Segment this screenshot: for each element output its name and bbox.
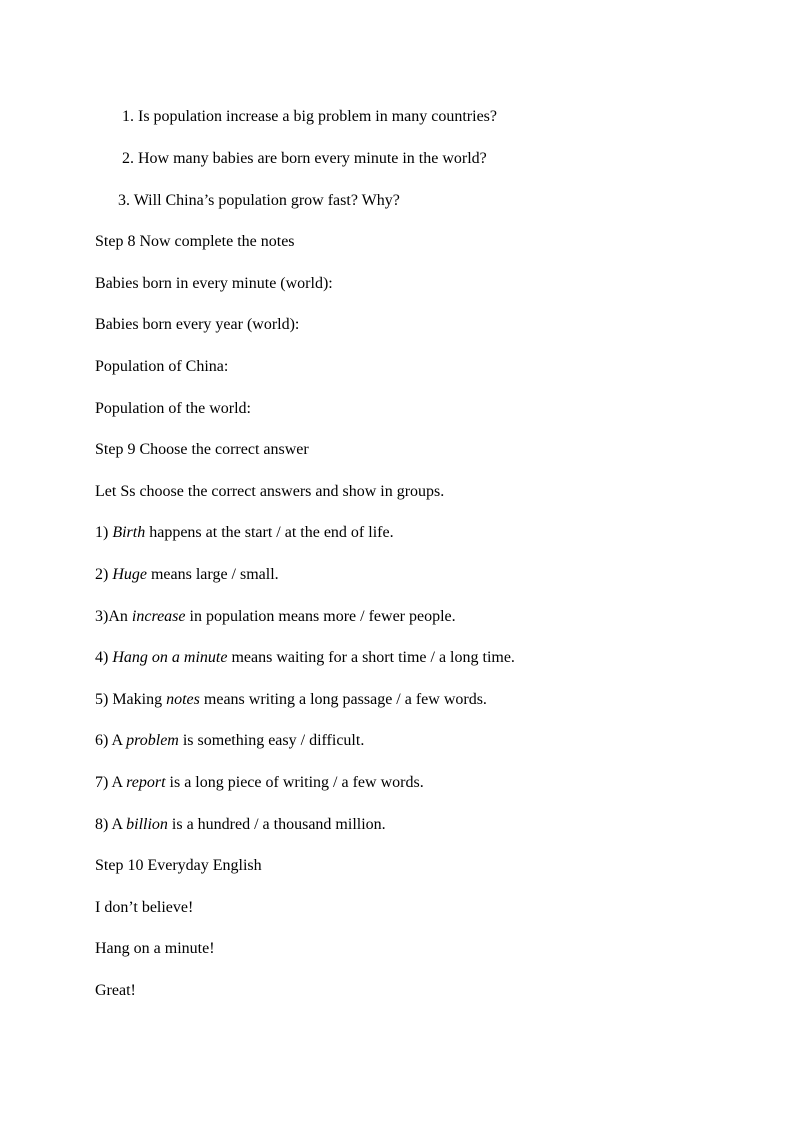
choice-prefix: 2) [95, 566, 113, 583]
step9-instruction: Let Ss choose the correct answers and show in groups. [95, 483, 445, 500]
choice-item [95, 815, 386, 835]
question-2: 2. How many babies are born every minute in the world? [122, 150, 487, 167]
note-line: Babies born every year (world): [95, 316, 300, 333]
note-line: Babies born in every minute (world): [95, 275, 333, 292]
choice-term: increase [131, 608, 186, 625]
choice-text: means writing a long passage / a few words. [199, 691, 487, 708]
choice-term: Huge [112, 566, 147, 583]
choice-text: happens at the start / at the end of life. [145, 524, 394, 541]
choice-item [95, 648, 515, 668]
choice-item [95, 607, 456, 627]
choice-prefix: 6) A [95, 732, 127, 749]
choice-text: is something easy / difficult. [178, 732, 365, 749]
choice-prefix: 8) A [95, 816, 127, 833]
choice-text: is a hundred / a thousand million. [167, 816, 386, 833]
step9-heading: Step 9 Choose the correct answer [95, 441, 309, 458]
choice-prefix: 1) [95, 524, 113, 541]
phrase-line: I don’t believe! [95, 899, 194, 916]
question-3: 3. Will China’s population grow fast? Why? [118, 192, 400, 209]
note-line: Population of China: [95, 358, 229, 375]
step10-heading: Step 10 Everyday English [95, 857, 262, 874]
question-1: 1. Is population increase a big problem in many countries? [122, 108, 498, 125]
choice-term: billion [126, 816, 168, 833]
choice-term: Hang on a minute [112, 649, 228, 666]
choice-text: in population means more / fewer people. [185, 608, 456, 625]
choice-item [95, 565, 279, 585]
choice-prefix: 3)An [95, 608, 132, 625]
choice-prefix: 7) A [95, 774, 127, 791]
choice-prefix: 4) [95, 649, 113, 666]
step8-heading: Step 8 Now complete the notes [95, 233, 295, 250]
choice-item [95, 773, 424, 793]
choice-item [95, 690, 487, 710]
choice-item [95, 731, 364, 751]
note-line: Population of the world: [95, 400, 251, 417]
choice-term: report [126, 774, 166, 791]
choice-item [95, 523, 394, 543]
choice-term: Birth [112, 524, 146, 541]
choice-text: is a long piece of writing / a few words. [165, 774, 424, 791]
phrase-line: Hang on a minute! [95, 940, 215, 957]
choice-text: means waiting for a short time / a long time. [227, 649, 515, 666]
choice-text: means large / small. [146, 566, 279, 583]
choice-term: notes [166, 691, 200, 708]
phrase-line: Great! [95, 982, 136, 999]
choice-term: problem [126, 732, 179, 749]
choice-prefix: 5) Making [95, 691, 167, 708]
